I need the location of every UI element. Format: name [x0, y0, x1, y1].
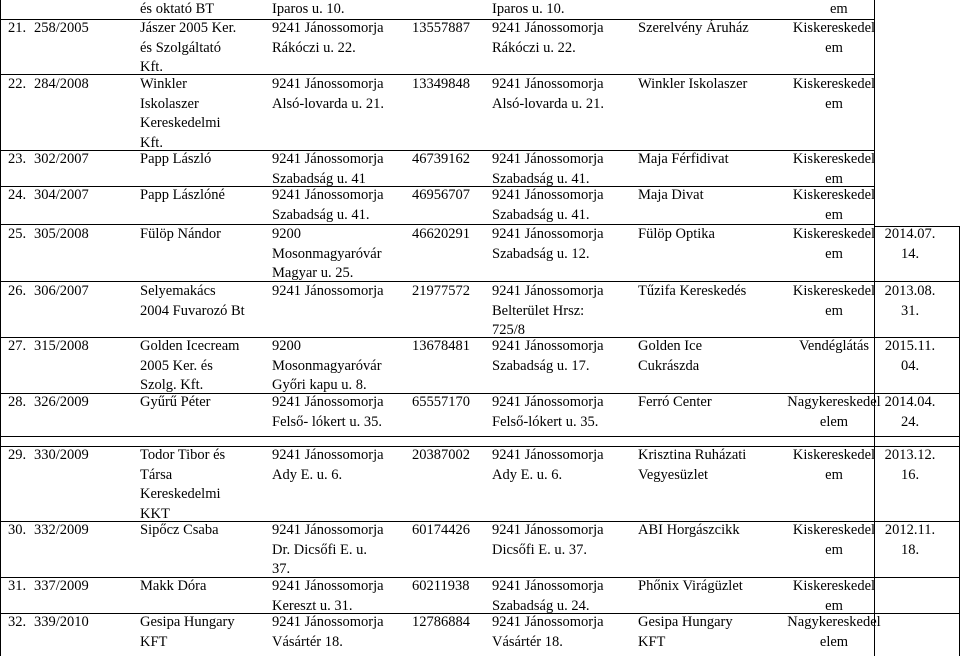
cell-name: Makk Dóra	[140, 578, 207, 594]
cell-kind: Kiskereskedel	[792, 187, 876, 203]
cell-no: 28.	[8, 394, 27, 410]
cell-site: 9241 Jánossomorja	[492, 20, 604, 36]
cell-kind: Kiskereskedel	[792, 447, 876, 463]
cell-name: Sipőcz Csaba	[140, 522, 219, 538]
cell-tax: 60174426	[412, 522, 470, 538]
cell-kind: Kiskereskedel	[792, 76, 876, 92]
cell-site: Felső-lókert u. 35.	[492, 413, 599, 430]
cell-kind: Nagykereskedel	[787, 394, 881, 410]
cell-site: 9241 Jánossomorja	[492, 338, 604, 354]
cell-no: 29.	[8, 447, 27, 463]
cell-no: 32.	[8, 614, 27, 630]
cell-name: Társa	[140, 466, 173, 483]
cell-site: 9241 Jánossomorja	[492, 283, 604, 299]
cell-no: 30.	[8, 522, 27, 538]
cell-shop: Maja Divat	[638, 187, 704, 203]
cell-tax: 46620291	[412, 226, 470, 242]
top-row-cell: Iparos u. 10.	[492, 1, 565, 17]
cell-site: 9241 Jánossomorja	[492, 447, 604, 463]
cell-name: Kereskedelmi	[140, 486, 221, 502]
cell-reg: 305/2008	[34, 226, 89, 242]
cell-addr: 9200	[272, 226, 301, 242]
cell-no: 21.	[8, 20, 27, 36]
cell-kind: em	[825, 302, 843, 319]
top-row-cell: és oktató BT	[140, 1, 215, 17]
column-divider	[0, 0, 1, 656]
cell-name: Todor Tibor és	[140, 447, 226, 463]
cell-addr: 9241 Jánossomorja	[272, 447, 384, 463]
cell-name: Kft.	[140, 59, 163, 75]
cell-shop: Krisztina Ruházati	[638, 447, 747, 463]
cell-addr: 9241 Jánossomorja	[272, 283, 384, 299]
cell-shop: ABI Horgászcikk	[638, 522, 740, 538]
cell-addr: 9241 Jánossomorja	[272, 151, 384, 167]
cell-name: KKT	[140, 505, 170, 522]
cell-kind: em	[825, 466, 843, 483]
cell-no: 24.	[8, 187, 27, 203]
block-divider	[0, 436, 960, 437]
cell-shop: Maja Férfidivat	[638, 151, 729, 167]
cell-shop: Golden Ice	[638, 338, 703, 354]
cell-name: Gyűrű Péter	[140, 394, 211, 410]
cell-no: 26.	[8, 283, 27, 299]
cell-tax: 21977572	[412, 283, 470, 299]
cell-kind: em	[825, 245, 843, 262]
cell-site: 9241 Jánossomorja	[492, 578, 604, 594]
cell-tax: 20387002	[412, 447, 470, 463]
cell-name: Fülöp Nándor	[140, 226, 221, 242]
cell-name: Papp Lászlóné	[140, 187, 225, 203]
cell-site: Belterület Hrsz:	[492, 302, 585, 319]
cell-tax: 65557170	[412, 394, 470, 410]
cell-addr: Mosonmagyaróvár	[272, 357, 382, 374]
cell-name: Szolg. Kft.	[140, 377, 204, 393]
cell-kind: Kiskereskedel	[792, 578, 876, 594]
cell-date: 2013.12.	[884, 447, 936, 463]
cell-addr: Rákóczi u. 22.	[272, 39, 356, 56]
cell-reg: 284/2008	[34, 76, 89, 92]
cell-site: Szabadság u. 17.	[492, 357, 590, 374]
cell-kind: Kiskereskedel	[792, 226, 876, 242]
cell-addr: Szabadság u. 41	[272, 170, 366, 187]
cell-site: 9241 Jánossomorja	[492, 151, 604, 167]
cell-kind: elem	[819, 633, 849, 650]
cell-tax: 13557887	[412, 20, 470, 36]
cell-addr: 9241 Jánossomorja	[272, 578, 384, 594]
cell-date: 2013.08.	[884, 283, 936, 299]
cell-addr: Vásártér 18.	[272, 633, 343, 650]
cell-kind: Kiskereskedel	[792, 20, 876, 36]
cell-addr: 9241 Jánossomorja	[272, 522, 384, 538]
cell-site: Dicsőfi E. u. 37.	[492, 541, 588, 558]
cell-kind: em	[825, 170, 843, 187]
cell-site: 9241 Jánossomorja	[492, 187, 604, 203]
cell-site: Szabadság u. 41.	[492, 206, 590, 223]
cell-date: 2014.04.	[884, 394, 936, 410]
cell-kind: Kiskereskedel	[792, 283, 876, 299]
cell-name: és Szolgáltató	[140, 39, 221, 56]
cell-date: 14.	[900, 245, 920, 262]
cell-shop: Ferró Center	[638, 394, 712, 410]
cell-name: Kereskedelmi	[140, 115, 221, 131]
cell-site: Szabadság u. 12.	[492, 245, 590, 262]
cell-no: 31.	[8, 578, 27, 594]
cell-shop: Cukrászda	[638, 357, 700, 374]
cell-kind: Kiskereskedel	[792, 522, 876, 538]
cell-kind: Kiskereskedel	[792, 151, 876, 167]
cell-addr: Magyar u. 25.	[272, 265, 354, 281]
cell-reg: 326/2009	[34, 394, 89, 410]
cell-shop: Gesipa Hungary	[638, 614, 733, 630]
cell-reg: 339/2010	[34, 614, 89, 630]
cell-name: Selyemakács	[140, 283, 216, 299]
cell-site: Rákóczi u. 22.	[492, 39, 576, 56]
cell-site: 9241 Jánossomorja	[492, 522, 604, 538]
cell-addr: Ady E. u. 6.	[272, 466, 343, 483]
cell-name: Jászer 2005 Ker.	[140, 20, 237, 36]
cell-name: Gesipa Hungary	[140, 614, 235, 630]
cell-kind: Nagykereskedel	[787, 614, 881, 630]
cell-name: Winkler	[140, 76, 187, 92]
cell-site: 9241 Jánossomorja	[492, 226, 604, 242]
cell-date: 2015.11.	[884, 338, 936, 354]
cell-addr: Szabadság u. 41.	[272, 206, 370, 223]
cell-site: 725/8	[492, 322, 526, 338]
cell-name: 2004 Fuvarozó Bt	[140, 302, 245, 319]
cell-reg: 304/2007	[34, 187, 89, 203]
cell-shop: Tűzifa Kereskedés	[638, 283, 747, 299]
cell-shop: KFT	[638, 633, 666, 650]
cell-date: 24.	[900, 413, 920, 430]
cell-kind: Vendéglátás	[798, 338, 870, 354]
cell-kind: em	[825, 95, 843, 112]
cell-site: Ady E. u. 6.	[492, 466, 563, 483]
cell-kind: elem	[819, 413, 849, 430]
cell-reg: 330/2009	[34, 447, 89, 463]
cell-name: Iskolaszer	[140, 95, 199, 112]
cell-site: 9241 Jánossomorja	[492, 394, 604, 410]
top-row-cell: Iparos u. 10.	[272, 1, 345, 17]
cell-no: 22.	[8, 76, 27, 92]
cell-reg: 332/2009	[34, 522, 89, 538]
cell-date: 2014.07.	[884, 226, 936, 242]
cell-tax: 13678481	[412, 338, 470, 354]
cell-kind: em	[825, 541, 843, 558]
cell-site: Alsó-lovarda u. 21.	[492, 95, 604, 112]
cell-date: 2012.11.	[884, 522, 936, 538]
cell-tax: 13349848	[412, 76, 470, 92]
cell-tax: 46956707	[412, 187, 470, 203]
cell-shop: Fülöp Optika	[638, 226, 715, 242]
cell-addr: Mosonmagyaróvár	[272, 245, 382, 262]
cell-shop: Phőnix Virágüzlet	[638, 578, 743, 594]
cell-reg: 337/2009	[34, 578, 89, 594]
cell-tax: 12786884	[412, 614, 470, 630]
top-row-cell: em	[830, 1, 848, 17]
cell-name: 2005 Ker. és	[140, 357, 213, 374]
cell-site: Szabadság u. 24.	[492, 597, 590, 614]
cell-addr: 9241 Jánossomorja	[272, 394, 384, 410]
cell-no: 27.	[8, 338, 27, 354]
cell-name: Kft.	[140, 134, 163, 151]
cell-addr: 9241 Jánossomorja	[272, 76, 384, 92]
cell-addr: Győri kapu u. 8.	[272, 377, 367, 393]
cell-no: 23.	[8, 151, 27, 167]
cell-site: 9241 Jánossomorja	[492, 614, 604, 630]
cell-addr: 9241 Jánossomorja	[272, 614, 384, 630]
cell-addr: 37.	[272, 561, 291, 577]
cell-addr: 9241 Jánossomorja	[272, 187, 384, 203]
cell-date: 16.	[900, 466, 920, 483]
cell-no: 25.	[8, 226, 27, 242]
cell-kind: em	[825, 39, 843, 56]
cell-name: Papp László	[140, 151, 212, 167]
cell-reg: 302/2007	[34, 151, 89, 167]
cell-shop: Szerelvény Áruház	[638, 20, 749, 36]
cell-reg: 315/2008	[34, 338, 89, 354]
cell-shop: Winkler Iskolaszer	[638, 76, 748, 92]
cell-kind: em	[825, 206, 843, 223]
cell-site: 9241 Jánossomorja	[492, 76, 604, 92]
cell-site: Vásártér 18.	[492, 633, 563, 650]
cell-addr: 9200	[272, 338, 301, 354]
cell-reg: 258/2005	[34, 20, 89, 36]
cell-addr: Alsó-lovarda u. 21.	[272, 95, 384, 112]
cell-reg: 306/2007	[34, 283, 89, 299]
cell-shop: Vegyesüzlet	[638, 466, 709, 483]
cell-addr: Kereszt u. 31.	[272, 597, 353, 614]
cell-date: 04.	[900, 357, 920, 374]
cell-name: KFT	[140, 633, 168, 650]
cell-date: 18.	[900, 541, 920, 558]
cell-date: 31.	[900, 302, 920, 319]
cell-site: Szabadság u. 41.	[492, 170, 590, 187]
cell-addr: Felső- lókert u. 35.	[272, 413, 382, 430]
cell-name: Golden Icecream	[140, 338, 240, 354]
cell-tax: 46739162	[412, 151, 470, 167]
cell-addr: 9241 Jánossomorja	[272, 20, 384, 36]
cell-kind: em	[825, 597, 843, 614]
cell-tax: 60211938	[412, 578, 470, 594]
cell-addr: Dr. Dicsőfi E. u.	[272, 541, 368, 558]
